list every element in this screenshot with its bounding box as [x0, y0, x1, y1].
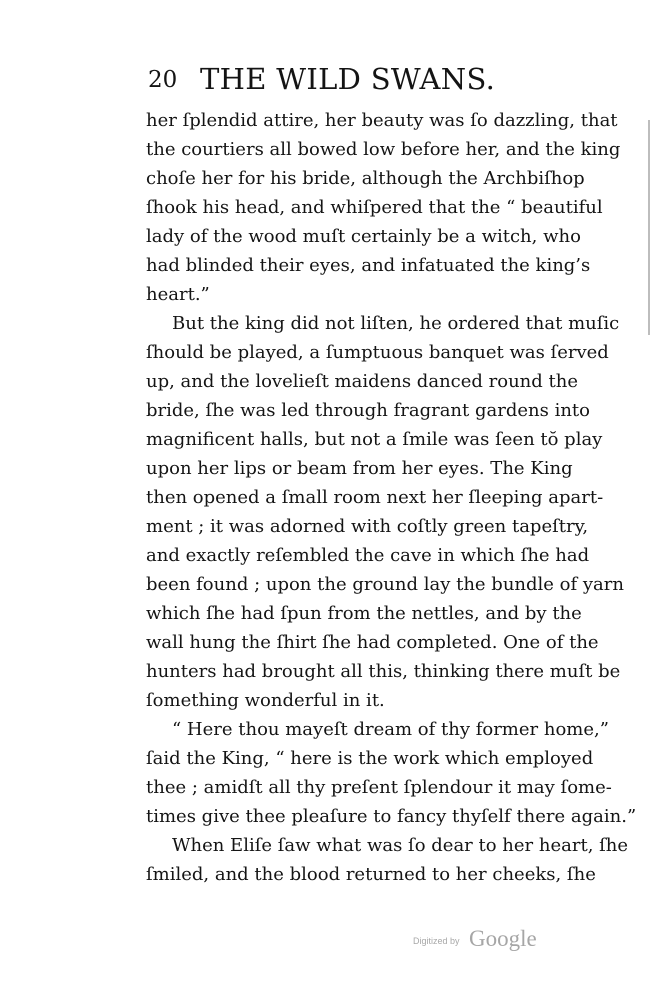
text-line: which ſhe had ſpun from the nettles, and by the	[146, 603, 582, 624]
text-line: bride, ſhe was led through fragrant gardens into	[146, 400, 590, 421]
text-line: ſhould be played, a ſumptuous banquet was ſerved	[146, 342, 609, 363]
digitized-by-label: Digitized by	[413, 936, 460, 946]
text-line: heart.”	[146, 284, 210, 305]
text-line: choſe her for his bride, although the Archbiſhop	[146, 168, 585, 189]
text-line: wall hung the ſhirt ſhe had completed. One of the	[146, 632, 599, 653]
text-line: and exactly reſembled the cave in which ſhe had	[146, 545, 590, 566]
text-line: ſmiled, and the blood returned to her cheeks, ſhe	[146, 864, 596, 885]
text-line: thee ; amidſt all thy preſent ſplendour it may ſome-	[146, 777, 612, 798]
text-line: had blinded their eyes, and infatuated the king’s	[146, 255, 591, 276]
text-line: been found ; upon the ground lay the bundle of yarn	[146, 574, 624, 595]
google-logo: Google	[469, 926, 537, 951]
page-number: 20	[148, 67, 178, 93]
text-line: When Eliſe ſaw what was ſo dear to her heart, ſhe	[172, 835, 629, 856]
text-line: ſaid the King, “ here is the work which employed	[146, 748, 594, 769]
text-line: then opened a ſmall room next her ſleeping apart-	[146, 487, 604, 508]
text-line: lady of the wood muſt certainly be a witch, who	[146, 226, 581, 247]
text-line: ſomething wonderful in it.	[146, 690, 385, 711]
text-line: upon her lips or beam from her eyes. The King	[146, 458, 573, 479]
text-line: up, and the lovelieſt maidens danced round the	[146, 371, 578, 392]
text-line: ſhook his head, and whiſpered that the “ beautiful	[146, 197, 603, 218]
text-line: times give thee pleaſure to fancy thyſelf there again.”	[146, 806, 637, 827]
text-line: But the king did not liſten, he ordered that muſic	[172, 313, 620, 334]
digitized-watermark	[413, 926, 563, 956]
text-line: “ Here thou mayeſt dream of thy former home,”	[172, 719, 609, 740]
text-line: the courtiers all bowed low before her, and the king	[146, 139, 621, 160]
text-line: hunters had brought all this, thinking there muſt be	[146, 661, 621, 682]
running-title: THE WILD SWANS.	[200, 62, 496, 96]
page-header	[148, 62, 530, 96]
text-line: her ſplendid attire, her beauty was ſo dazzling, that	[146, 110, 618, 131]
page-edge-rule	[648, 120, 650, 335]
body-text	[146, 106, 637, 889]
text-line: magnificent halls, but not a ſmile was ſeen tŏ play	[146, 429, 603, 450]
text-line: ment ; it was adorned with coſtly green tapeſtry,	[146, 516, 589, 537]
